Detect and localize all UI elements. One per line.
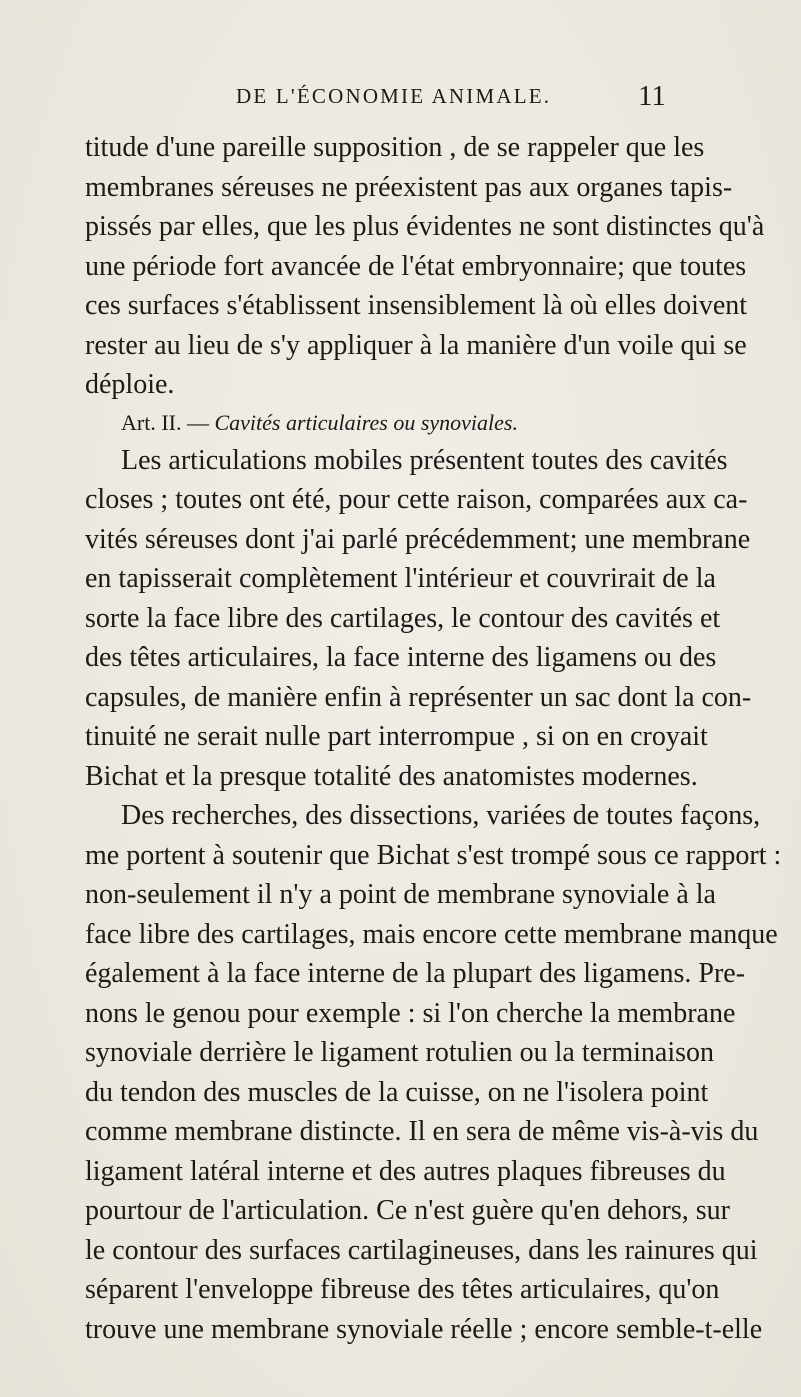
paragraph-1 [85, 128, 765, 405]
text-line: du tendon des muscles de la cuisse, on ne l'isolera point [85, 1076, 709, 1108]
text-line: en tapisserait complètement l'intérieur et couvrirait de la [85, 563, 716, 594]
paragraph-3 [85, 796, 782, 1349]
text-line: séparent l'enveloppe fibreuse des têtes articulaires, qu'on [85, 1274, 720, 1305]
text-line: Les articulations mobiles présentent toutes des cavités [121, 444, 728, 476]
text-line: membranes séreuses ne préexistent pas aux organes tapis- [85, 171, 733, 203]
text-line: trouve une membrane synoviale réelle ; encore semble-t-elle [85, 1313, 763, 1345]
text-line: capsules, de manière enfin à représenter un sac dont la con- [85, 681, 752, 713]
text-line: titude d'une pareille supposition , de se rappeler que les [85, 132, 705, 163]
text-line: me portent à soutenir que Bichat s'est trompé sous ce rapport : [85, 839, 782, 871]
body-text [85, 128, 782, 1349]
section-number: Art. II. — [121, 409, 209, 435]
page-header [0, 80, 801, 120]
text-line: pissés par elles, que les plus évidentes ne sont distinctes qu'à [85, 211, 765, 242]
text-line: face libre des cartilages, mais encore cette membrane manque [85, 918, 778, 950]
text-line: Des recherches, des dissections, variées de toutes façons, [121, 800, 761, 831]
text-line: également à la face interne de la plupart des ligamens. Pre- [85, 958, 746, 989]
text-line: sorte la face libre des cartilages, le contour des cavités et [85, 602, 721, 634]
text-line: nons le genou pour exemple : si l'on cherche la membrane [85, 997, 736, 1029]
text-line: synoviale derrière le ligament rotulien ou la terminaison [85, 1037, 715, 1068]
section-title: Cavités articulaires ou synoviales. [214, 409, 518, 435]
text-line: rester au lieu de s'y appliquer à la manière d'un voile qui se [85, 329, 747, 361]
text-line: le contour des surfaces cartilagineuses, dans les rainures qui [85, 1234, 758, 1266]
text-line: closes ; toutes ont été, pour cette raison, comparées aux ca- [85, 484, 748, 515]
text-line: comme membrane distincte. Il en sera de même vis-à-vis du [85, 1116, 759, 1147]
text-line: Bichat et la presque totalité des anatomistes modernes. [85, 760, 698, 792]
section-heading [85, 405, 703, 441]
page-number: 11 [638, 80, 666, 112]
text-line: non-seulement il n'y a point de membrane synoviale à la [85, 879, 716, 910]
paragraph-2 [85, 441, 752, 797]
text-line: des têtes articulaires, la face interne des ligamens ou des [85, 642, 717, 673]
text-line: vités séreuses dont j'ai parlé précédemment; une membrane [85, 523, 751, 555]
text-line: ligament latéral interne et des autres plaques fibreuses du [85, 1155, 726, 1187]
text-line: une période fort avancée de l'état embryonnaire; que toutes [85, 250, 747, 282]
text-line: pourtour de l'articulation. Ce n'est guère qu'en dehors, sur [85, 1195, 730, 1226]
text-line: tinuité ne serait nulle part interrompue , si on en croyait [85, 721, 708, 752]
running-head: DE L'ÉCONOMIE ANIMALE. [236, 84, 552, 108]
text-line: déploie. [85, 369, 175, 400]
text-line: ces surfaces s'établissent insensiblement là où elles doivent [85, 290, 748, 321]
